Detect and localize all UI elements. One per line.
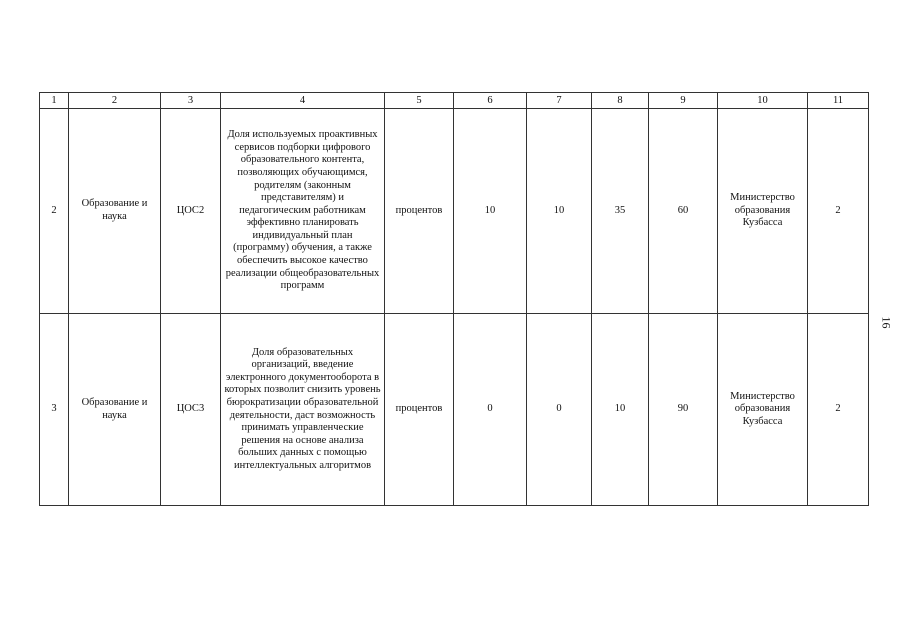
value-cell-9: 60 <box>649 109 718 314</box>
description-cell: Доля образовательных организаций, введение электронного документооборота в которых позволит снизить уровень бюрократизации образовательной деятельности, даст возможность принимать управленческие решения на основе анализа больших данных с помощью интеллектуальных алгоритмов <box>221 314 385 506</box>
value-cell-11: 2 <box>808 314 869 506</box>
indicators-table <box>39 92 869 506</box>
table-header-row <box>40 93 869 109</box>
header-cell: 6 <box>454 93 527 109</box>
header-cell: 3 <box>161 93 221 109</box>
header-cell: 8 <box>592 93 649 109</box>
unit-cell: процентов <box>385 109 454 314</box>
row-number-cell: 3 <box>40 314 69 506</box>
value-cell-7: 0 <box>527 314 592 506</box>
code-cell: ЦОС2 <box>161 109 221 314</box>
value-cell-9: 90 <box>649 314 718 506</box>
header-cell: 9 <box>649 93 718 109</box>
value-cell-8: 35 <box>592 109 649 314</box>
sector-cell: Образование и наука <box>69 314 161 506</box>
value-cell-6: 0 <box>454 314 527 506</box>
responsible-cell: Министерство образования Кузбасса <box>718 314 808 506</box>
header-cell: 5 <box>385 93 454 109</box>
row-number-cell: 2 <box>40 109 69 314</box>
value-cell-11: 2 <box>808 109 869 314</box>
value-cell-8: 10 <box>592 314 649 506</box>
sector-cell: Образование и наука <box>69 109 161 314</box>
value-cell-7: 10 <box>527 109 592 314</box>
header-cell: 2 <box>69 93 161 109</box>
header-cell: 11 <box>808 93 869 109</box>
header-cell: 4 <box>221 93 385 109</box>
header-cell: 10 <box>718 93 808 109</box>
page-number: 16 <box>879 316 894 329</box>
code-cell: ЦОС3 <box>161 314 221 506</box>
responsible-cell: Министерство образования Кузбасса <box>718 109 808 314</box>
unit-cell: процентов <box>385 314 454 506</box>
description-cell: Доля используемых проактивных сервисов подборки цифрового образовательного контента, позволяющих обучающимся, родителям (законным представителям) и педагогическим работникам эффективно планировать индивидуальный план (программу) обучения, а также обеспечить высокое качество реализации общеобразовательных программ <box>221 109 385 314</box>
header-cell: 1 <box>40 93 69 109</box>
table-row <box>40 314 869 506</box>
value-cell-6: 10 <box>454 109 527 314</box>
header-cell: 7 <box>527 93 592 109</box>
table-row <box>40 109 869 314</box>
